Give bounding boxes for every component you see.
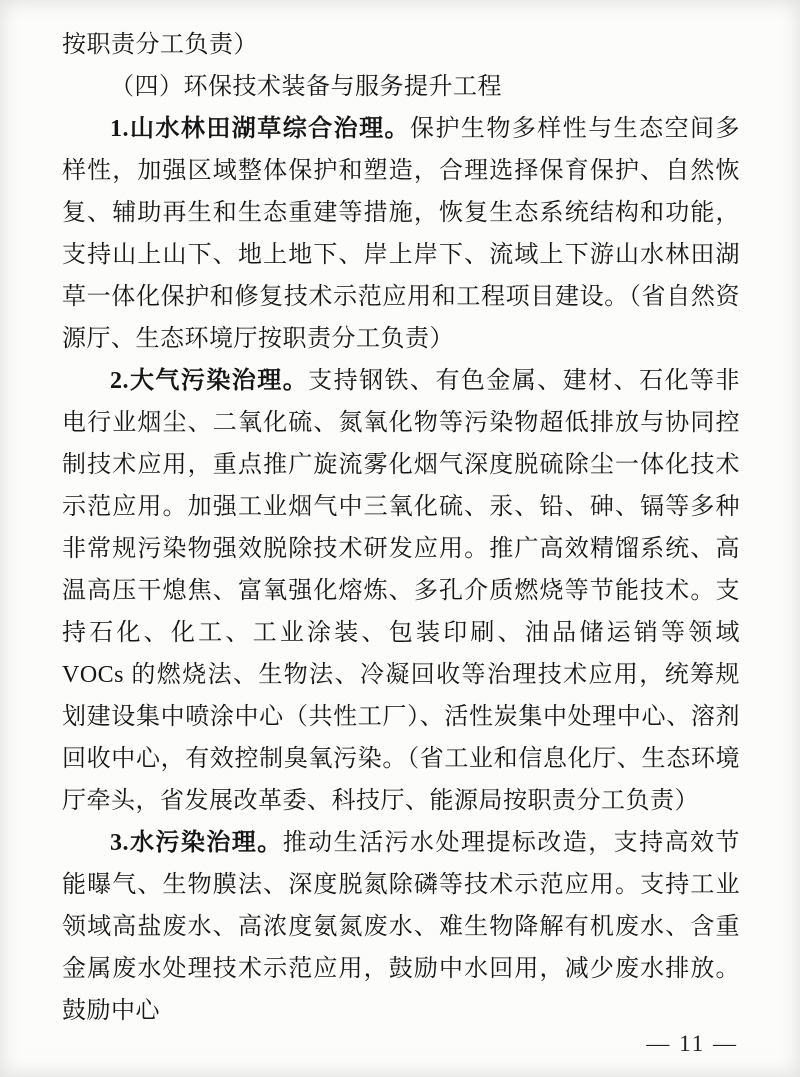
paragraph-2-lead: 2.大气污染治理。 (110, 368, 309, 394)
paragraph-2 (62, 360, 740, 822)
document-body (62, 24, 740, 1032)
section-heading: （四）环保技术装备与服务提升工程 (110, 74, 502, 100)
continuation-line: 按职责分工负责） (62, 32, 258, 58)
paragraph-3-lead: 3.水污染治理。 (110, 830, 283, 856)
paragraph-3-body: 推动生活污水处理提标改造，支持高效节能曝气、生物膜法、深度脱氮除磷等技术示范应用。支持工业领域高盐废水、高浓度氨氮废水、难生物降解有机废水、含重金属废水处理技术示范应用，鼓励中水回用，减少废水排放。鼓励中心 (62, 830, 741, 1024)
paragraph-1 (62, 108, 740, 360)
paragraph-1-lead: 1.山水林田湖草综合治理。 (110, 116, 410, 142)
paragraph-1-body: 保护生物多样性与生态空间多样性，加强区域整体保护和塑造，合理选择保育保护、自然恢复、辅助再生和生态重建等措施，恢复生态系统结构和功能，支持山上山下、地上地下、岸上岸下、流域上下游山水林田湖草一体化保护和修复技术示范应用和工程项目建设。（省自然资源厅、生态环境厅按职责分工负责） (62, 116, 740, 352)
page-number: — 11 — (646, 1031, 738, 1056)
paragraph-2-body: 支持钢铁、有色金属、建材、石化等非电行业烟尘、二氧化硫、氮氧化物等污染物超低排放与协同控制技术应用，重点推广旋流雾化烟气深度脱硫除尘一体化技术示范应用。加强工业烟气中三氧化硫、汞、铅、砷、镉等多种非常规污染物强效脱除技术研发应用。推广高效精馏系统、高温高压干熄焦、富氧强化熔炼、多孔介质燃烧等节能技术。支持石化、化工、工业涂装、包装印刷、油品储运销等领域 VOCs 的燃烧法、生物法、冷凝回收等治理技术应用，统筹规划建设集中喷涂中心（共性工厂）、活性炭集中处理中心、溶剂回收中心，有效控制臭氧污染。（省工业和信息化厅、生态环境厅牵头，省发展改革委、科技厅、能源局按职责分工负责） (62, 368, 741, 814)
paragraph-3 (62, 822, 740, 1032)
